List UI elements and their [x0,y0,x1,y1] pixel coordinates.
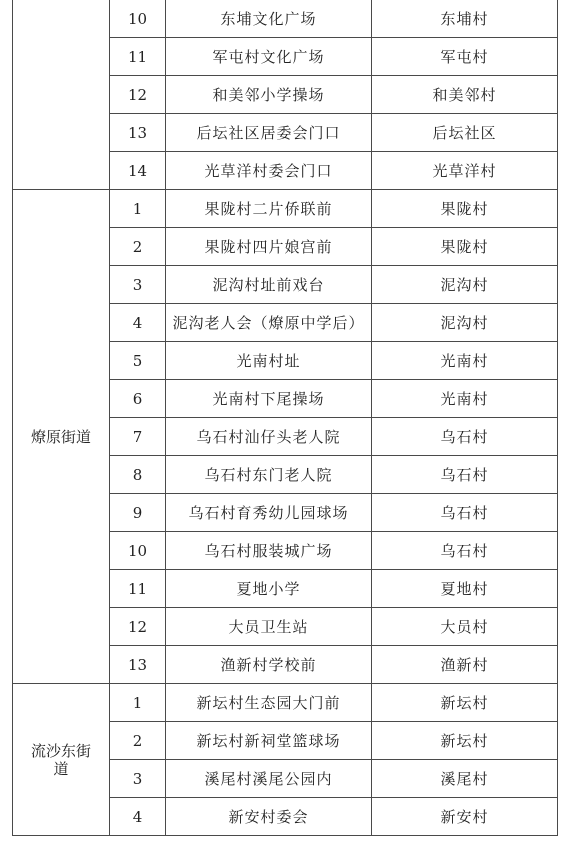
village-cell: 泥沟村 [372,304,558,342]
row-number-cell: 7 [110,418,166,456]
village-cell: 乌石村 [372,532,558,570]
location-cell: 果陇村四片娘宫前 [166,228,372,266]
location-cell: 新坛村新祠堂篮球场 [166,722,372,760]
village-cell: 夏地村 [372,570,558,608]
table-body [13,0,558,836]
village-cell: 溪尾村 [372,760,558,798]
table-row [13,684,558,722]
village-cell: 后坛社区 [372,114,558,152]
street-cell [13,0,110,190]
location-cell: 光南村下尾操场 [166,380,372,418]
location-cell: 夏地小学 [166,570,372,608]
village-cell: 光草洋村 [372,152,558,190]
location-cell: 泥沟村址前戏台 [166,266,372,304]
village-cell: 乌石村 [372,418,558,456]
village-cell: 军屯村 [372,38,558,76]
village-cell: 新安村 [372,798,558,836]
street-cell [13,684,110,836]
village-cell: 新坛村 [372,684,558,722]
row-number-cell: 2 [110,228,166,266]
location-cell: 和美邻小学操场 [166,76,372,114]
row-number-cell: 9 [110,494,166,532]
street-name-line: 燎原街道 [30,427,91,446]
row-number-cell: 10 [110,0,166,38]
village-cell: 光南村 [372,342,558,380]
row-number-cell: 13 [110,114,166,152]
street-name-line: 流沙东街 [30,741,91,760]
location-cell: 后坛社区居委会门口 [166,114,372,152]
location-cell: 东埔文化广场 [166,0,372,38]
row-number-cell: 10 [110,532,166,570]
village-cell: 乌石村 [372,456,558,494]
table-row [13,0,558,38]
village-cell: 果陇村 [372,190,558,228]
village-cell: 光南村 [372,380,558,418]
row-number-cell: 12 [110,608,166,646]
row-number-cell: 8 [110,456,166,494]
row-number-cell: 3 [110,760,166,798]
row-number-cell: 13 [110,646,166,684]
sites-table [12,0,558,836]
row-number-cell: 6 [110,380,166,418]
location-cell: 乌石村服装城广场 [166,532,372,570]
village-cell: 和美邻村 [372,76,558,114]
location-cell: 光南村址 [166,342,372,380]
row-number-cell: 3 [110,266,166,304]
location-cell: 溪尾村溪尾公园内 [166,760,372,798]
village-cell: 果陇村 [372,228,558,266]
location-cell: 渔新村学校前 [166,646,372,684]
location-cell: 乌石村汕仔头老人院 [166,418,372,456]
street-name-line: 道 [53,759,69,778]
row-number-cell: 11 [110,38,166,76]
row-number-cell: 4 [110,304,166,342]
location-cell: 泥沟老人会（燎原中学后） [166,304,372,342]
location-cell: 新坛村生态园大门前 [166,684,372,722]
row-number-cell: 4 [110,798,166,836]
row-number-cell: 11 [110,570,166,608]
street-cell [13,190,110,684]
village-cell: 东埔村 [372,0,558,38]
row-number-cell: 12 [110,76,166,114]
row-number-cell: 14 [110,152,166,190]
location-cell: 乌石村东门老人院 [166,456,372,494]
row-number-cell: 2 [110,722,166,760]
village-cell: 新坛村 [372,722,558,760]
village-cell: 乌石村 [372,494,558,532]
location-cell: 乌石村育秀幼儿园球场 [166,494,372,532]
location-cell: 果陇村二片侨联前 [166,190,372,228]
location-cell: 新安村委会 [166,798,372,836]
location-cell: 军屯村文化广场 [166,38,372,76]
village-cell: 泥沟村 [372,266,558,304]
village-cell: 渔新村 [372,646,558,684]
row-number-cell: 1 [110,684,166,722]
row-number-cell: 5 [110,342,166,380]
location-cell: 大员卫生站 [166,608,372,646]
location-cell: 光草洋村委会门口 [166,152,372,190]
village-cell: 大员村 [372,608,558,646]
table-row [13,190,558,228]
row-number-cell: 1 [110,190,166,228]
